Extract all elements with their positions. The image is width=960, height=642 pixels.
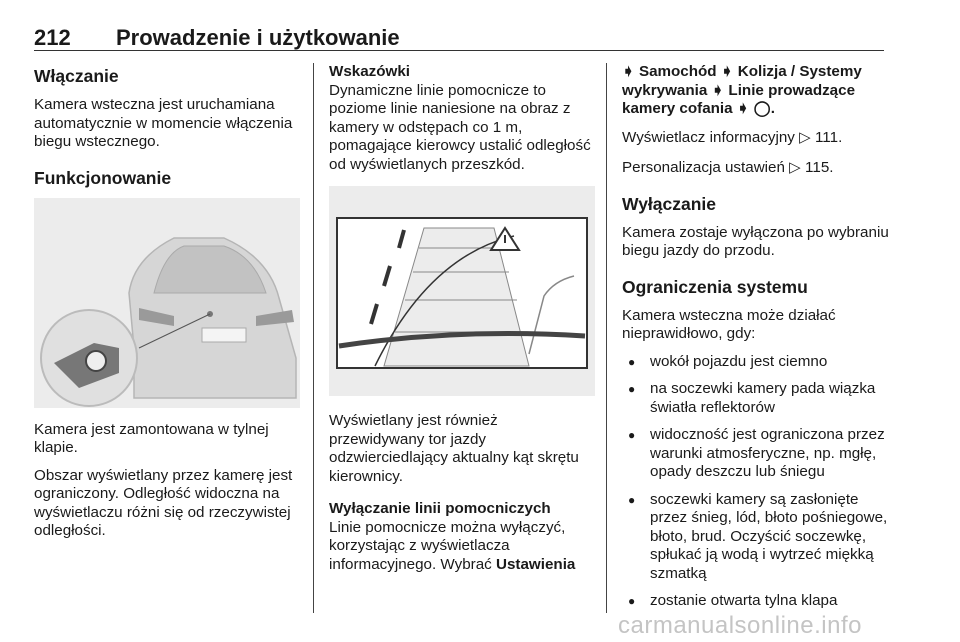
section-heading-switching-off: Wyłączanie — [622, 193, 717, 214]
license-plate — [202, 328, 246, 342]
page-header — [34, 24, 884, 51]
column-divider — [606, 63, 607, 613]
section-heading-system-limits: Ograniczenia systemu — [622, 276, 808, 297]
paragraph-mounting: Kamera jest zamontowana w tylnej klapie. — [34, 420, 269, 456]
display-guidelines-illustration — [329, 186, 595, 396]
paragraph-switching-off: Kamera zostaje wyłączona po wybraniu biegu jazdy do przodu. — [622, 223, 889, 259]
rear-camera-figure — [34, 198, 300, 408]
menu-path: ➧ Samochód ➧ Kolizja / Systemy wykrywania ➧ Linie prowadzące kamery cofania ➧ ◯. — [622, 63, 862, 117]
watermark: carmanualsonline.info — [618, 612, 862, 639]
paragraph-switching-on: Kamera wsteczna jest uruchamiana automatycznie w momencie włączenia biegu wstecznego. — [34, 96, 293, 150]
settings-label: Ustawienia — [496, 555, 576, 573]
list-item: ● wokół pojazdu jest ciemno — [622, 353, 892, 372]
list-item: ● zostanie otwarta tylna klapa — [622, 592, 892, 611]
paragraph-predicted-path: Wyświetlany jest również przewidywany tor jazdy odzwierciedlający aktualny kąt skrętu kierownicy. — [329, 412, 579, 485]
page-title: Prowadzenie i użytkowanie — [116, 25, 400, 50]
column-right — [622, 63, 892, 620]
camera-lens-icon — [86, 351, 106, 371]
paragraph-view-area: Obszar wyświetlany przez kamerę jest ograniczony. Odległość widoczna na wyświetlaczu różni się od rzeczywistej odległości. — [34, 466, 293, 539]
paragraph-tips: Dynamiczne linie pomocnicze to poziome linie naniesione na obraz z kamery w odstępach co 1 m, pomagające kierowcy ustalić odległość od wyświetlanych przeszkód. — [329, 81, 591, 173]
car-rear-illustration — [34, 198, 300, 408]
limits-list — [622, 353, 892, 611]
list-item: ● na soczewki kamery pada wiązka światła reflektorów — [622, 380, 892, 417]
subheading-disable-lines: Wyłączanie linii pomocniczych — [329, 500, 551, 517]
reference-info-display: Wyświetlacz informacyjny ▷ 111. — [622, 128, 843, 146]
guideline-display-figure — [329, 186, 595, 396]
reference-personalization: Personalizacja ustawień ▷ 115. — [622, 159, 834, 176]
list-item: ● widoczność jest ograniczona przez warunki atmosferyczne, np. mgłę, opady deszczu lub śniegu — [622, 426, 892, 482]
list-item: ● soczewki kamery są zasłonięte przez śnieg, lód, błoto pośniegowe, błoto, brud. Oczyścić soczewkę, spłukać ją wodą i wytrzeć miękką szmatką — [622, 491, 892, 584]
paragraph-limits: Kamera wsteczna może działać nieprawidłowo, gdy: — [622, 306, 836, 342]
column-left — [34, 63, 300, 550]
page-number: 212 — [34, 25, 71, 50]
column-middle — [329, 63, 595, 583]
column-divider — [313, 63, 314, 613]
paragraph-disable-lines: Linie pomocnicze można wyłączyć, korzystając z wyświetlacza informacyjnego. Wybrać Ustawienia — [329, 518, 576, 573]
section-heading-switching-on: Włączanie — [34, 66, 119, 86]
subheading-tips: Wskazówki — [329, 63, 411, 80]
section-heading-function: Funkcjonowanie — [34, 167, 172, 188]
